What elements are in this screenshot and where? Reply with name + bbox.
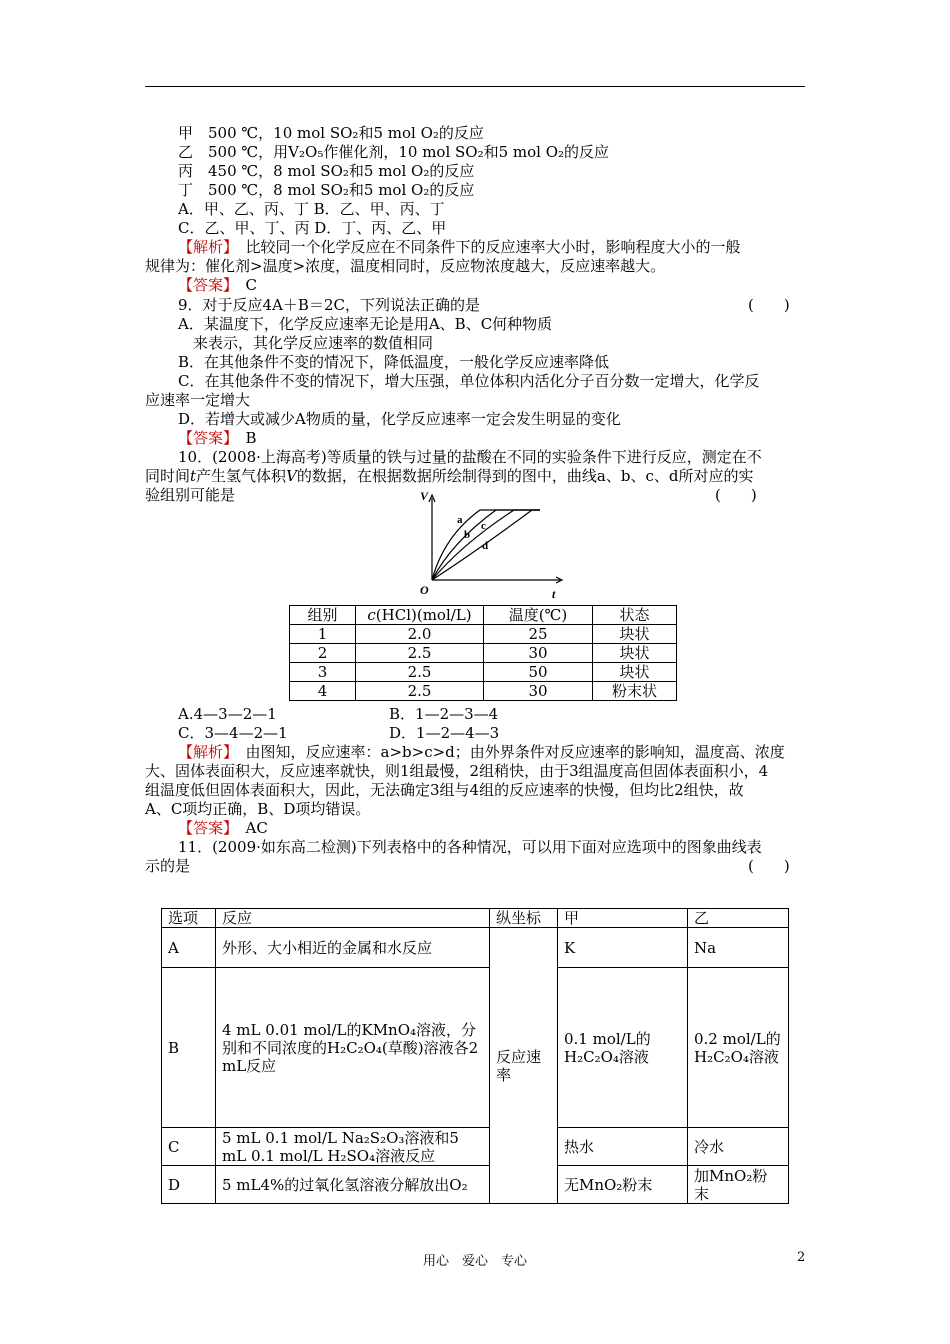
table-header-cell: 甲	[558, 909, 688, 928]
q9-stem: 9．对于反应4A＋B＝2C，下列说法正确的是	[178, 296, 480, 314]
table-row: 2 2.5 30 块状	[290, 644, 677, 663]
curve-label-c: c	[481, 520, 486, 532]
q10-stem-line1: 10．(2008·上海高考)等质量的铁与过量的盐酸在不同的实验条件下进行反应，测定在不	[178, 448, 762, 466]
q10-option-c: C．3—4—2—1	[178, 724, 288, 742]
q8-analysis-line1: 【解析】 比较同一个化学反应在不同条件下的反应速率大小时，影响程度大小的一般	[178, 238, 741, 256]
ordinate-cell: 反应速率	[490, 928, 558, 1204]
x-axis-label: t	[552, 587, 556, 601]
analysis-tag: 【解析】	[178, 743, 231, 761]
curve-label-d: d	[482, 540, 489, 552]
q9-option-a2: 来表示，其化学反应速率的数值相同	[193, 334, 434, 352]
q10-analysis-line2: 大、固体表面积大，反应速率就快，则1组最慢，2组稍快，由于3组温度高但固体表面积小，4	[145, 762, 769, 780]
q8-line-bing: 丙 450 ℃，8 mol SO₂和5 mol O₂的反应	[178, 162, 475, 180]
table-row: D 5 mL4%的过氧化氢溶液分解放出O₂ 无MnO₂粉末 加MnO₂粉末	[162, 1166, 789, 1204]
q10-graph	[410, 488, 570, 606]
q10-option-a: A.4—3—2—1	[178, 705, 277, 723]
table-header-row	[162, 909, 789, 928]
q10-answer: 【答案】 AC	[178, 819, 268, 837]
q10-analysis-line1: 【解析】 由图知，反应速率：a>b>c>d；由外界条件对反应速率的影响知，温度高、浓度	[178, 743, 785, 761]
table-header-cell: 纵坐标	[490, 909, 558, 928]
q10-stem-line3: 验组别可能是	[145, 486, 236, 504]
q11-table	[161, 908, 789, 1204]
q9-answer-blank: ( )	[748, 296, 790, 314]
table-row: 4 2.5 30 粉末状	[290, 682, 677, 701]
table-row: C 5 mL 0.1 mol/L Na₂S₂O₃溶液和5 mL 0.1 mol/L H₂SO₄溶液反应 热水 冷水	[162, 1128, 789, 1166]
table-header-cell: 乙	[688, 909, 789, 928]
q8-answer: 【答案】 C	[178, 276, 257, 294]
q10-analysis-line4: A、C项均正确，B、D项均错误。	[145, 800, 371, 818]
table-header-cell: 状态	[593, 606, 677, 625]
table-row: B 4 mL 0.01 mol/L的KMnO₄溶液，分别和不同浓度的H₂C₂O₄(草酸)溶液各2 mL反应 0.1 mol/L的H₂C₂O₄溶液 0.2 mol/L的H₂C₂O₄溶液	[162, 968, 789, 1128]
table-header-cell: c(HCl)(mol/L)	[356, 606, 484, 625]
q10-analysis-line3: 组温度低但固体表面积大，因此，无法确定3组与4组的反应速率的快慢，但均比2组快，故	[145, 781, 744, 799]
q11-stem-line1: 11．(2009·如东高二检测)下列表格中的各种情况，可以用下面对应选项中的图象曲线表	[178, 838, 762, 856]
page-footer: 用心 爱心 专心	[422, 1254, 527, 1269]
answer-tag: 【答案】	[178, 819, 231, 837]
q11-stem-line2: 示的是	[145, 857, 191, 875]
q8-options-ab: A．甲、乙、丙、丁 B．乙、甲、丙、丁	[178, 200, 445, 218]
q9-option-a1: A．某温度下，化学反应速率无论是用A、B、C何种物质	[178, 315, 553, 333]
q10-option-b: B．1—2—3—4	[389, 705, 499, 723]
table-header-cell: 反应	[216, 909, 490, 928]
page-number: 2	[797, 1250, 806, 1265]
table-header-row	[290, 606, 677, 625]
table-row: A 外形、大小相近的金属和水反应 反应速率 K Na	[162, 928, 789, 968]
table-header-cell: 温度(℃)	[484, 606, 593, 625]
analysis-tag: 【解析】	[178, 238, 231, 256]
curve-label-a: a	[457, 514, 463, 526]
q9-option-c1: C．在其他条件不变的情况下，增大压强，单位体积内活化分子百分数一定增大，化学反	[178, 372, 760, 390]
q9-option-b: B．在其他条件不变的情况下，降低温度，一般化学反应速率降低	[178, 353, 610, 371]
origin-label: O	[420, 583, 429, 597]
table-header-cell: 组别	[290, 606, 356, 625]
q8-line-jia: 甲 500 ℃，10 mol SO₂和5 mol O₂的反应	[178, 124, 484, 142]
q10-table	[289, 605, 677, 701]
curve-label-b: b	[464, 529, 471, 541]
answer-tag: 【答案】	[178, 276, 231, 294]
table-row: 3 2.5 50 块状	[290, 663, 677, 682]
q8-line-yi: 乙 500 ℃，用V₂O₅作催化剂，10 mol SO₂和5 mol O₂的反应	[178, 143, 610, 161]
q9-option-c2: 应速率一定增大	[145, 391, 251, 409]
q8-options-cd: C．乙、甲、丁、丙 D．丁、丙、乙、甲	[178, 219, 447, 237]
q10-option-d: D．1—2—4—3	[389, 724, 500, 742]
q8-analysis-line2: 规律为：催化剂>温度>浓度，温度相同时，反应物浓度越大，反应速率越大。	[145, 257, 666, 275]
q11-answer-blank: ( )	[748, 857, 790, 875]
q10-stem-line2: 同时间t产生氢气体积V的数据，在根据数据所绘制得到的图中，曲线a、b、c、d所对应的实	[145, 467, 754, 485]
table-header-cell: 选项	[162, 909, 216, 928]
answer-tag: 【答案】	[178, 429, 231, 447]
table-row: 1 2.0 25 块状	[290, 625, 677, 644]
q9-option-d: D．若增大或减少A物质的量，化学反应速率一定会发生明显的变化	[178, 410, 621, 428]
q9-answer: 【答案】 B	[178, 429, 257, 447]
y-axis-label: V	[420, 489, 429, 503]
q8-line-ding: 丁 500 ℃，8 mol SO₂和5 mol O₂的反应	[178, 181, 475, 199]
header-rule	[145, 86, 805, 87]
q10-answer-blank: ( )	[715, 486, 757, 504]
